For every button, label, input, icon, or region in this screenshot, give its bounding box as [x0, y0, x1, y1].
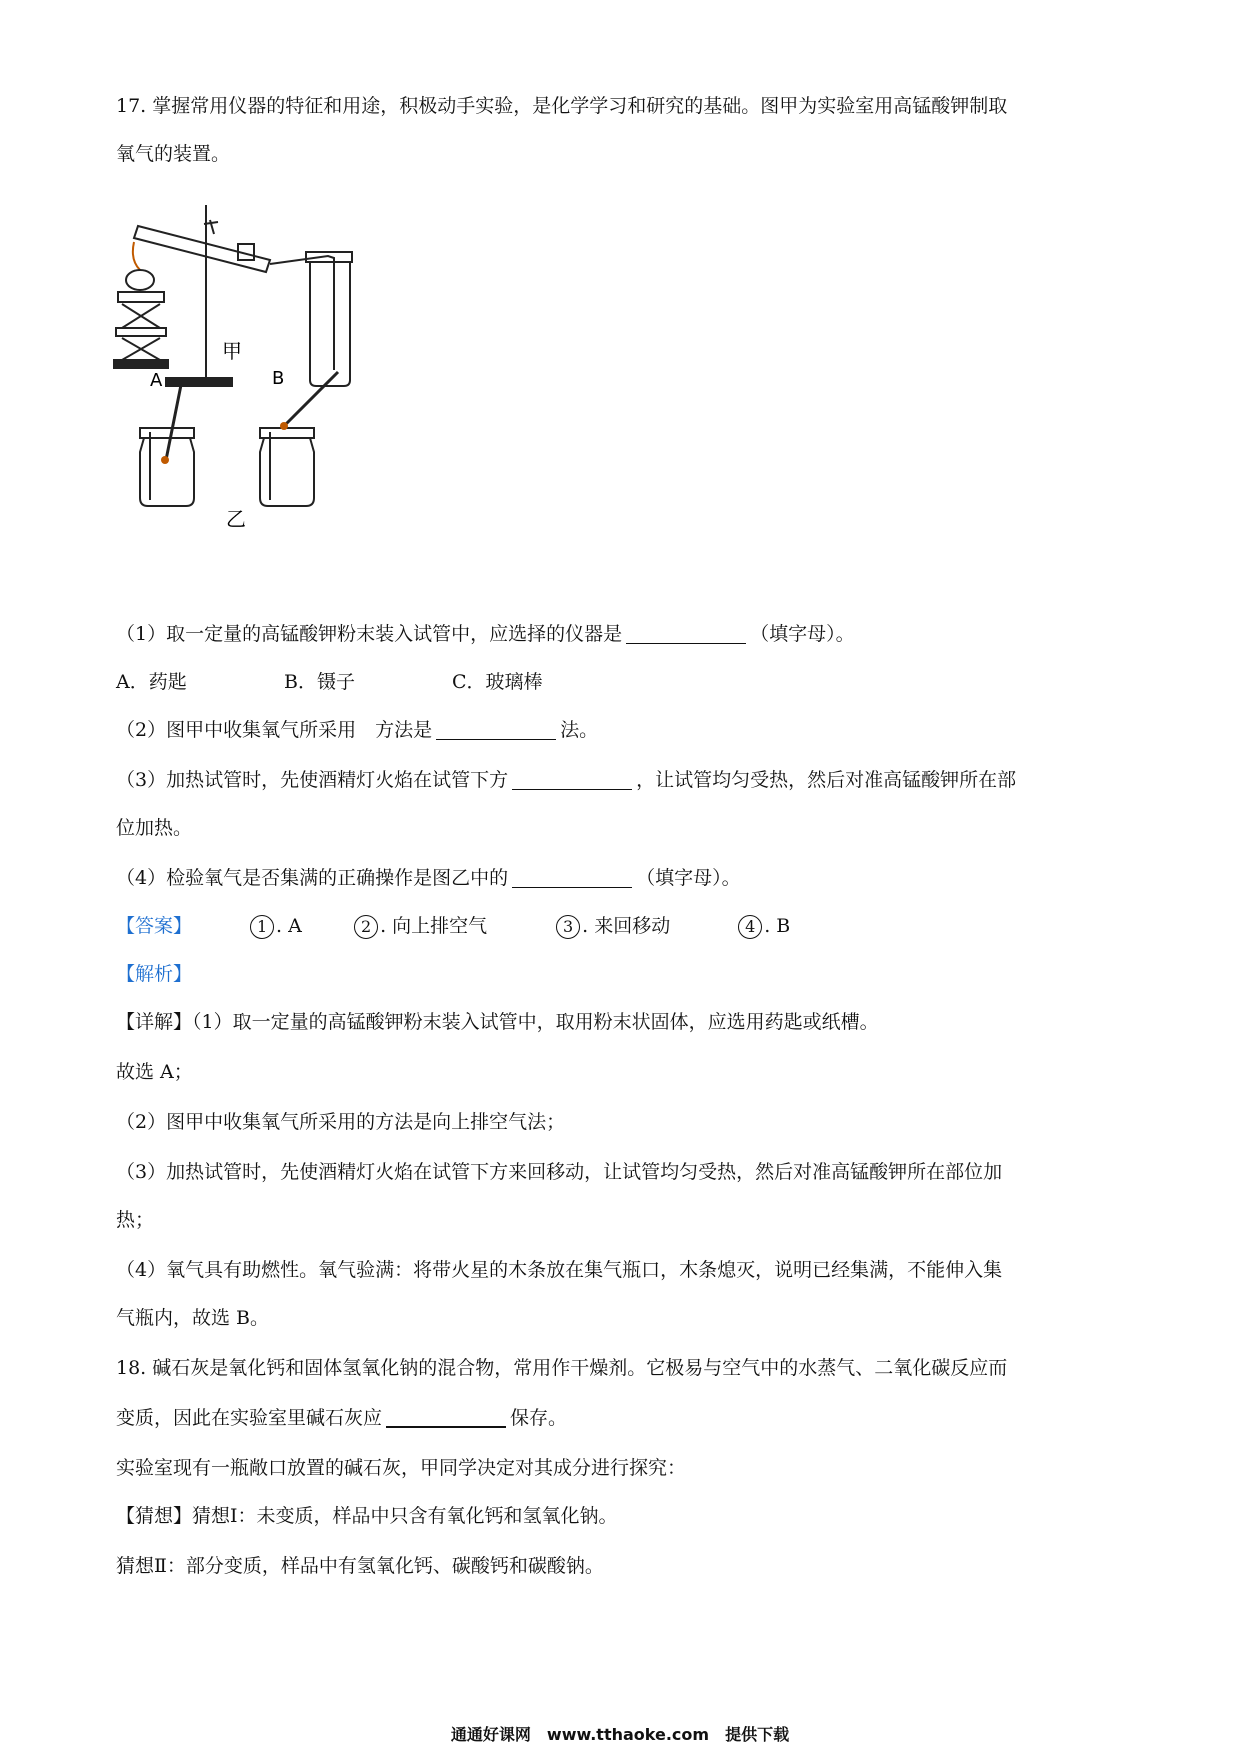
detail-4: （4）氧气具有助燃性。氧气验满：将带火星的木条放在集气瓶口，木条熄灭，说明已经集满，不能伸入集: [116, 1259, 1003, 1281]
jar-b: [260, 438, 314, 506]
q17-part3-text: （3）加热试管时，先使酒精灯火焰在试管下方: [116, 769, 509, 791]
answer-blank[interactable]: [512, 867, 632, 888]
q17-part2: [116, 716, 1128, 744]
label-a: A: [150, 370, 163, 391]
q17-part3: [116, 766, 1128, 794]
apparatus-drawing: [110, 200, 390, 590]
guess-1: 猜想Ⅰ：未变质，样品中只含有氧化钙和氢氧化钠。: [192, 1505, 618, 1527]
q18-guess2: 猜想Ⅱ：部分变质，样品中有氢氧化钙、碳酸钙和碳酸钠。: [116, 1555, 604, 1577]
splint-b: [286, 372, 338, 424]
q17-part2-tail: 法。: [560, 719, 599, 741]
label-yi: 乙: [226, 507, 246, 531]
detail-3: （3）加热试管时，先使酒精灯火焰在试管下方来回移动，让试管均匀受热，然后对准高锰酸钾所在部位加: [116, 1161, 1003, 1183]
detail-2: （2）图甲中收集氧气所采用的方法是向上排空气法；: [116, 1111, 566, 1133]
detail-tag: 【详解】: [116, 1011, 193, 1033]
answer-text: . A: [276, 915, 302, 937]
lab-jack: [122, 304, 160, 328]
circled-number: 3: [556, 915, 580, 939]
q17-stem-line1: 17. 掌握常用仪器的特征和用途，积极动手实验，是化学学习和研究的基础。图甲为实验室用高锰酸钾制取: [116, 95, 1008, 117]
answer-text: . B: [764, 915, 791, 937]
q17-part4-tail: （填字母）。: [636, 867, 741, 889]
answer-text: . 向上排空气: [380, 915, 488, 937]
jar-a-mouth: [140, 428, 194, 438]
option-a: A．药匙: [116, 671, 187, 693]
q17-part4: [116, 864, 1128, 892]
circled-number: 4: [738, 915, 762, 939]
q18-line3: 实验室现有一瓶敞口放置的碱石灰，甲同学决定对其成分进行探究：: [116, 1457, 687, 1479]
footer-url[interactable]: www.tthaoke.com: [546, 1725, 710, 1744]
q18-line2: [116, 1404, 1128, 1432]
detail-3b: 热；: [116, 1209, 155, 1231]
answer-row: [116, 912, 1128, 940]
q17-part3-tail: ，让试管均匀受热，然后对准高锰酸钾所在部: [636, 769, 1017, 791]
detail-line1: [116, 1008, 1128, 1036]
answer-blank[interactable]: [626, 623, 746, 644]
q17-part2-text: （2）图甲中收集氧气所采用 方法是: [116, 719, 433, 741]
footer-suffix: 提供下载: [725, 1725, 790, 1744]
answer-4: [738, 912, 790, 940]
option-c: C．玻璃棒: [452, 671, 543, 693]
test-tube: [134, 226, 270, 272]
jar-b-mouth: [260, 428, 314, 438]
q18-guess1: [116, 1502, 1128, 1530]
splint-a: [166, 380, 182, 460]
q18-line2-text: 变质，因此在实验室里碱石灰应: [116, 1407, 383, 1429]
footer-site: 通通好课网: [450, 1725, 531, 1744]
circled-number: 1: [250, 915, 274, 939]
q17-part4-text: （4）检验氧气是否集满的正确操作是图乙中的: [116, 867, 509, 889]
q17-part1-text: （1）取一定量的高锰酸钾粉末装入试管中，应选择的仪器是: [116, 623, 623, 645]
delivery-tube: [270, 256, 334, 370]
guess-tag: 【猜想】: [116, 1505, 193, 1527]
option-b: B．镊子: [284, 671, 355, 693]
alcohol-lamp: [126, 270, 154, 290]
answer-1: [250, 912, 348, 940]
gas-jar: [310, 262, 350, 386]
answer-3: [556, 912, 732, 940]
circled-number: 2: [354, 915, 378, 939]
detail-4b: 气瓶内，故选 B。: [116, 1307, 270, 1329]
apparatus-figure: [110, 200, 390, 590]
detail-1b: 故选 A；: [116, 1061, 193, 1083]
answer-2: [354, 912, 550, 940]
stand-base: [166, 378, 232, 386]
q17-part3-line2: 位加热。: [116, 817, 193, 839]
label-b: B: [272, 368, 285, 389]
q17-options: [116, 668, 1128, 696]
answer-blank[interactable]: [436, 719, 556, 740]
q17-part1: [116, 620, 1128, 648]
answer-text: . 来回移动: [582, 915, 671, 937]
q18-line2-tail: 保存。: [510, 1407, 568, 1429]
q17-stem-line2: 氧气的装置。: [116, 143, 231, 165]
q17-part1-tail: （填字母）。: [750, 623, 855, 645]
answer-blank[interactable]: [512, 769, 632, 790]
answer-blank[interactable]: [386, 1406, 506, 1428]
analysis-tag: 【解析】: [116, 963, 193, 985]
label-jia: 甲: [222, 339, 242, 363]
answer-tag: 【答案】: [116, 915, 193, 937]
q18-line1: 18. 碱石灰是氧化钙和固体氢氧化钠的混合物，常用作干燥剂。它极易与空气中的水蒸气、二氧化碳反应而: [116, 1357, 1008, 1379]
detail-1: （1）取一定量的高锰酸钾粉末装入试管中，取用粉末状固体，应选用药匙或纸槽。: [192, 1011, 879, 1033]
page-footer: [0, 1722, 1240, 1745]
